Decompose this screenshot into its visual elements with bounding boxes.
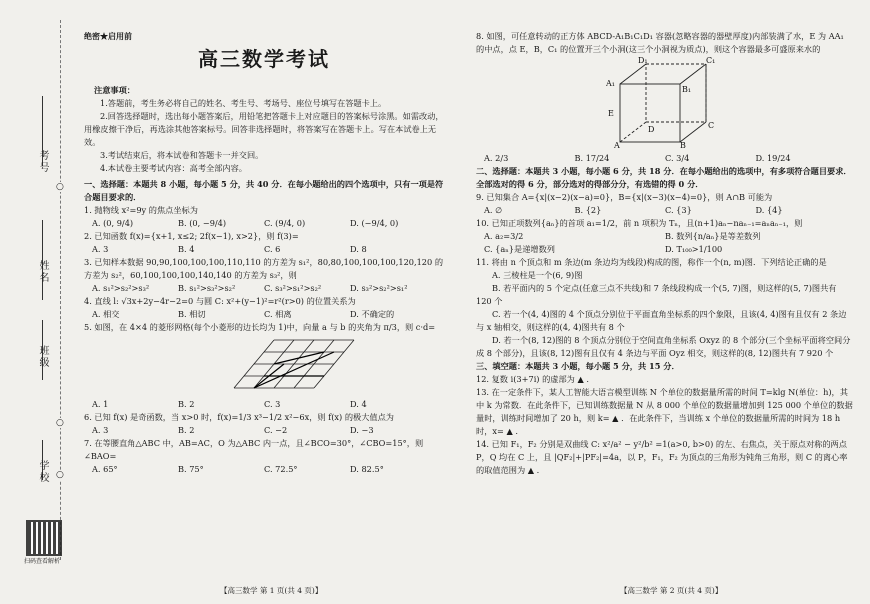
binding-margin: [0, 0, 70, 604]
question-8-options: [476, 152, 854, 165]
question-10-options-cd: [476, 243, 854, 256]
cube-label: B₁: [682, 85, 692, 94]
page-title: 高三数学考试: [198, 47, 330, 71]
option: D. s₃²>s₂²>s₁²: [350, 283, 408, 293]
label-school: 学校: [37, 460, 48, 484]
option: B. {2}: [574, 205, 602, 215]
option: C. −2: [264, 425, 288, 435]
circle-mark: ○: [56, 182, 64, 192]
confidential-mark: 绝密★启用前: [84, 31, 132, 41]
question-11-option: A. 三棱柱是一个(6, 9)图: [492, 270, 583, 280]
question-2-options: [84, 243, 444, 256]
circle-mark: ○: [56, 470, 64, 480]
section-1-heading: 一、选择题：本题共 8 小题，每小题 5 分，共 40 分．在每小题给出的四个选项中，只有一项是符合题目要求的．: [84, 179, 444, 202]
cube-figure: [606, 56, 726, 148]
option: A. (0, 9/4): [92, 218, 134, 228]
note-item: 4.本试卷主要考试内容：高考全部内容。: [100, 163, 247, 173]
option: D. 82.5°: [350, 464, 384, 474]
question-9-options: [476, 204, 854, 217]
option: C. 3: [264, 399, 281, 409]
option: A. ∅: [484, 205, 503, 215]
cube-label: A: [614, 141, 620, 148]
cube-label: B: [680, 141, 686, 148]
option: B. 75°: [178, 464, 204, 474]
cube-label: E: [608, 109, 614, 118]
question-5: 5. 如图，在 4×4 的菱形网格(每个小菱形的边长均为 1)中，向量 a 与 b 的夹角为 π/3，则 c·d=: [84, 322, 436, 332]
option: A. 相交: [92, 309, 120, 319]
section-3-heading: 三、填空题：本题共 3 小题，每小题 5 分，共 15 分．: [476, 361, 680, 371]
option: A. 2/3: [484, 153, 509, 163]
footer-page-2: 【高三数学 第 2 页(共 4 页)】: [620, 586, 723, 595]
option: C. {aₙ}是递增数列: [484, 244, 555, 254]
option: A. s₁²>s₂²>s₃²: [92, 283, 150, 293]
question-3-options: [84, 282, 444, 295]
option: B. 2: [178, 399, 195, 409]
option: D. T₁₀₀>1/100: [665, 244, 723, 254]
option: C. (9/4, 0): [264, 218, 306, 228]
option: A. 3: [92, 244, 109, 254]
question-11-option: C. 若一个(4, 4)图的 4 个顶点分别位于平面直角坐标系的四个象限，且该(4, 4)图有且仅有 2 条边与 x 轴相交，则这样的(4, 4)图共有 8 个: [476, 309, 847, 332]
option: A. a₂=3/2: [484, 231, 524, 241]
option: C. {3}: [665, 205, 692, 215]
question-11-option: D. 若一个(8, 12)图的 8 个顶点分别位于空间直角坐标系 Oxyz 的 8 个部分(三个坐标平面将空间分成 8 个部分)，且该(8, 12)图有且仅有 4 条边与平面 Oyz 相交，则这样的(8, 12)图共有 7 920 个: [476, 335, 851, 358]
question-8: 8. 如图，可任意转动的正方体 ABCD-A₁B₁C₁D₁ 容器(忽略容器的器壁厚度)内部装满了水，E 为 AA₁ 的中点，点 E，B，C₁ 的位置开三个小洞(这三个小洞视为质点)，则这个容器最多可盛原来水的: [476, 31, 844, 54]
note-item: 3.考试结束后，将本试卷和答题卡一并交回。: [100, 150, 264, 160]
question-6: 6. 已知 f(x) 是奇函数，当 x>0 时，f(x)=1/3 x³−1/2 x²−6x，则 f(x) 的极大值点为: [84, 412, 394, 422]
question-11-option: B. 若平面内的 5 个定点(任意三点不共线)和 7 条线段构成一个(5, 7)图，则这样的(5, 7)图共有 120 个: [476, 283, 837, 306]
option: B. 2: [178, 425, 195, 435]
option: D. (−9/4, 0): [350, 218, 399, 228]
option: B. 数列{n/aₙ}是等差数列: [665, 231, 761, 241]
label-exam-number: 考号: [37, 150, 48, 174]
right-column: [476, 30, 854, 477]
question-4-options: [84, 308, 444, 321]
cube-label: D: [648, 125, 655, 134]
option: D. 19/24: [755, 153, 791, 163]
option: D. −3: [350, 425, 374, 435]
question-7: 7. 在等腰直角△ABC 中，AB=AC，O 为△ABC 内一点，且∠BCO=30°，∠CBO=15°，则∠BAO=: [84, 438, 424, 461]
option: B. 相切: [178, 309, 206, 319]
question-6-options: [84, 424, 444, 437]
qr-code[interactable]: [26, 520, 62, 556]
question-10-options-ab: [476, 230, 854, 243]
option: D. 4: [350, 399, 367, 409]
label-name: 姓名: [37, 260, 48, 284]
cube-label: C: [708, 121, 715, 130]
notes-heading: 注意事项：: [94, 85, 135, 95]
section-2-heading: 二、选择题：本题共 3 小题，每小题 6 分，共 18 分．在每小题给出的选项中，有多项符合题目要求．全部选对的得 6 分，部分选对的得部分分，有选错的得 0 分．: [476, 166, 852, 189]
option: C. 6: [264, 244, 281, 254]
note-item: 2.回答选择题时，选出每小题答案后，用铅笔把答题卡上对应题目的答案标号涂黑。如需改动，用橡皮擦干净后，再选涂其他答案标号。回答非选择题时，将答案写在答题卡上。写在本试卷上无效。: [84, 111, 444, 147]
option: B. 4: [178, 244, 195, 254]
option: C. 相离: [264, 309, 292, 319]
footer-page-1: 【高三数学 第 1 页(共 4 页)】: [220, 586, 323, 595]
note-item: 1.答题前，考生务必将自己的姓名、考生号、考场号、座位号填写在答题卡上。: [100, 98, 387, 108]
circle-mark: ○: [56, 418, 64, 428]
question-5-options: [84, 398, 444, 411]
grid-lines: [234, 340, 354, 388]
option: B. s₁²>s₃²>s₂²: [178, 283, 236, 293]
cube-label: A₁: [606, 79, 615, 88]
question-9: 9. 已知集合 A={x|(x−2)(x−a)=0}，B={x|(x−3)(x−4)=0}，则 A∩B 可能为: [476, 192, 773, 202]
label-class: 班级: [37, 345, 48, 369]
rhombus-grid-figure: [84, 336, 444, 392]
question-11: 11. 将由 n 个顶点和 m 条边(m 条边均为线段)构成的图，称作一个(n, m)图．下列结论正确的是: [476, 257, 827, 267]
cube-label: C₁: [706, 56, 716, 65]
vector-arrows: [254, 352, 334, 388]
question-1: 1. 抛物线 x²=9y 的焦点坐标为: [84, 205, 198, 215]
question-1-options: [84, 217, 444, 230]
option: A. 3: [92, 425, 109, 435]
left-column: [84, 30, 444, 476]
qr-caption: 扫码查看解析: [23, 558, 60, 565]
option: B. 17/24: [574, 153, 610, 163]
option: C. s₃²>s₁²>s₂²: [264, 283, 322, 293]
option: D. 不确定的: [350, 309, 395, 319]
option: D. 8: [350, 244, 367, 254]
option: A. 65°: [92, 464, 118, 474]
question-2: 2. 已知函数 f(x)={x+1, x≤2; 2f(x−1), x>2}，则 f(3)=: [84, 231, 299, 241]
question-4: 4. 直线 l: √3x+2y−4r−2=0 与圆 C: x²+(y−1)²=r²(r>0) 的位置关系为: [84, 296, 356, 306]
option: D. {4}: [755, 205, 783, 215]
question-12: 12. 复数 i(3+7i) 的虚部为 ▲ .: [476, 374, 589, 384]
question-10: 10. 已知正项数列{aₙ}的首项 a₁=1/2，前 n 项积为 Tₙ，且(n+1)aₙ−naₙ₋₁=aₙaₙ₋₁，则: [476, 218, 803, 228]
option: C. 3/4: [665, 153, 690, 163]
question-14: 14. 已知 F₁，F₂ 分别是双曲线 C: x²/a² − y²/b² =1(a>0, b>0) 的左、右焦点，关于原点对称的两点 P，Q 均在 C 上，且 |QF₂|+|PF₂|=4a，以 P，F₁，F₂ 为顶点的三角形为钝角三角形，则 C 的离心率的取值范围为 ▲ .: [476, 439, 848, 475]
question-3: 3. 已知样本数据 90,90,100,100,100,110,110 的方差为 s₁²，80,80,100,100,100,120,120 的方差为 s₂²，60,100,100,100,140,140 的方差为 s₃²，则: [84, 257, 444, 280]
option: B. (0, −9/4): [178, 218, 227, 228]
option: C. 72.5°: [264, 464, 298, 474]
option: A. 1: [92, 399, 109, 409]
question-7-options: [84, 463, 444, 476]
question-13: 13. 在一定条件下，某人工智能大语言模型训练 N 个单位的数据量所需的时间 T=klg N(单位：h)，其中 k 为常数．在此条件下，已知训练数据量 N 从 8 000 个单位的数据量增加到 125 000 个单位的数据量时，训练时间增加了 20 h，则 k= ▲ ．在此条件下，当训练 x 个单位的数据量所需的时间为 18 h 时，x= ▲ .: [476, 387, 853, 436]
cube-label: D₁: [638, 56, 648, 65]
